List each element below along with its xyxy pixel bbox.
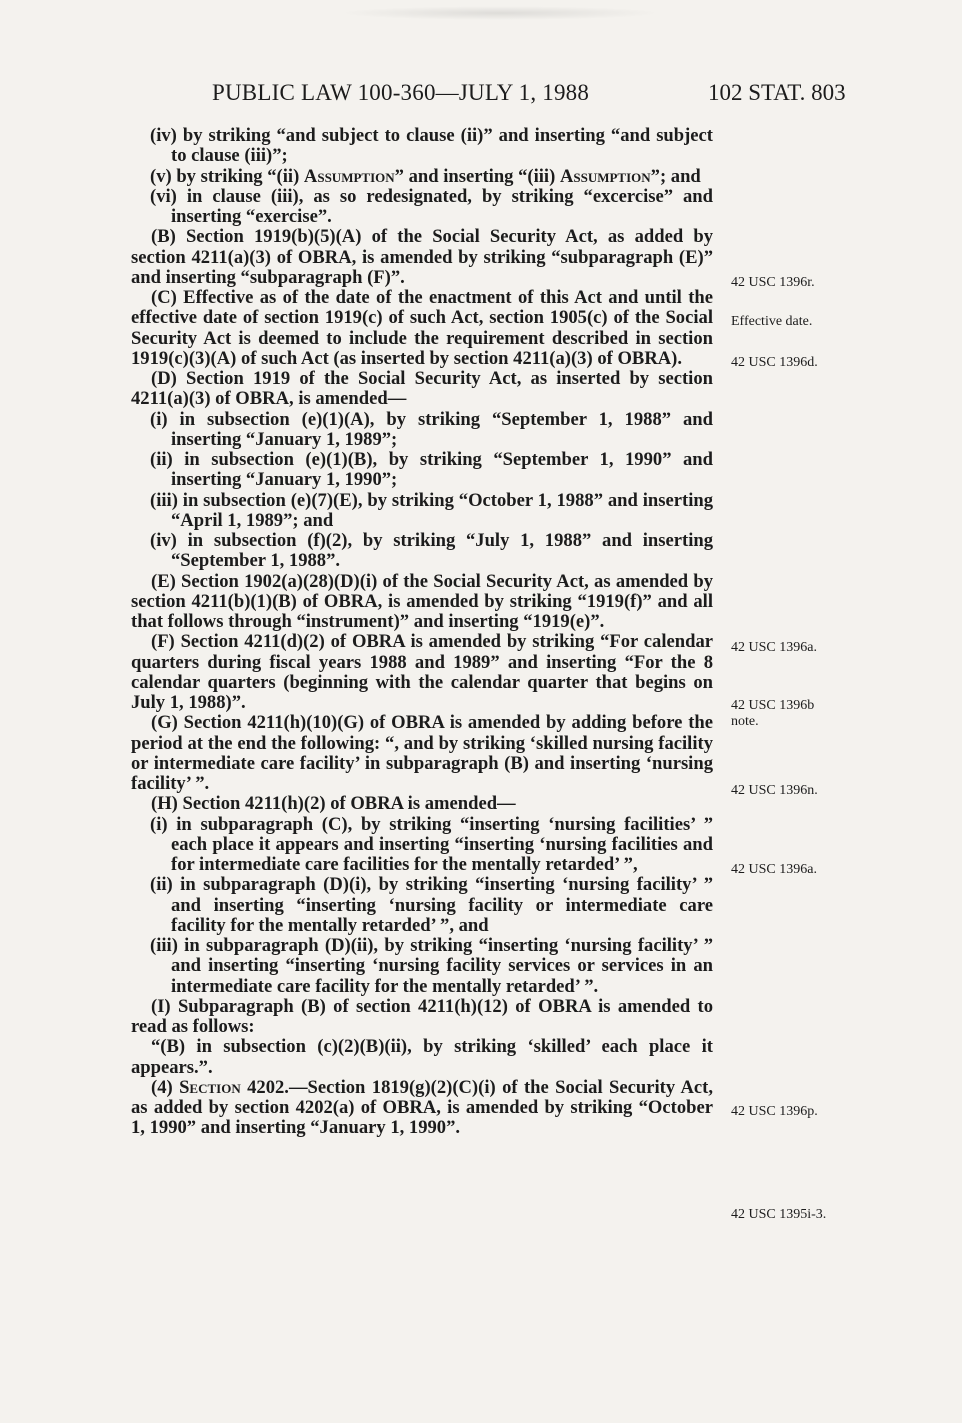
subparagraph-i: (I) Subparagraph (B) of section 4211(h)(12) of OBRA is amended to read as follows: [131,995,713,1037]
quoted-amendment: “(B) in subsection (c)(2)(B)(ii), by striking ‘skilled’ each place it appears.”. [131,1036,713,1078]
margin-note-usc: 42 USC 1396d. [731,355,818,370]
clause-d-iv: (iv) in subsection (f)(2), by striking “July 1, 1988” and inserting “September 1, 1988”. [150,530,713,572]
margin-note-usc: 42 USC 1396a. [731,862,817,877]
clause-h-iii: (iii) in subparagraph (D)(ii), by striking “inserting ‘nursing facility’ ” and inserting “inserting ‘nursing facility services or services in an intermediate care facility for the mentally retarded’ ”. [150,935,713,997]
clause-v: (v) by striking “(ii) Assumption” and inserting “(iii) Assumption”; and [150,165,701,187]
margin-note-usc: 42 USC 1396r. [731,275,815,290]
clause-d-i: (i) in subsection (e)(1)(A), by striking “September 1, 1988” and inserting “January 1, 1989”; [150,408,713,450]
running-header-title: PUBLIC LAW 100-360—JULY 1, 1988 [212,80,590,105]
clause-iv: (iv) by striking “and subject to clause (ii)” and inserting “and subject to clause (iii)”; [150,125,713,167]
subparagraph-g: (G) Section 4211(h)(10)(G) of OBRA is amended by adding before the period at the end the following: “, and by striking ‘skilled nursing facility or intermediate care facility’ in subparagraph (B) and inserting ‘nursing facility’ ”. [131,712,713,794]
margin-note-usc: 42 USC 1396b note. [731,698,815,729]
margin-note-usc: 42 USC 1396n. [731,783,818,798]
subparagraph-c: (C) Effective as of the date of the enactment of this Act and until the effective date of section 1919(c) of such Act, section 1905(c) of the Social Security Act is deemed to include the requirement described in section 1919(c)(3)(A) of such Act (as inserted by section 4211(a)(3) of OBRA). [131,287,713,369]
section-heading: Section 4202 [179,1076,285,1098]
margin-note-usc: 42 USC 1396p. [731,1104,818,1119]
subparagraph-f: (F) Section 4211(d)(2) of OBRA is amended by striking “For calendar quarters during fiscal years 1988 and 1989” and inserting “For the 8 calendar quarters (beginning with the calendar quarter that begins on July 1, 1988)”. [131,631,713,713]
subparagraph-b: (B) Section 1919(b)(5)(A) of the Social Security Act, as added by section 4211(a)(3) of OBRA, is amended by striking “subparagraph (E)” and inserting “subparagraph (F)”. [131,226,713,288]
clause-d-iii: (iii) in subsection (e)(7)(E), by striking “October 1, 1988” and inserting “April 1, 1989”; and [150,489,713,531]
margin-note-effective-date: Effective date. [731,314,813,329]
paragraph-4: (4) Section 4202.—Section 1819(g)(2)(C)(i) of the Social Security Act, as added by section 4202(a) of OBRA, is amended by striking “October 1, 1990” and inserting “January 1, 1990”. [131,1076,713,1139]
clause-h-ii: (ii) in subparagraph (D)(i), by striking “inserting ‘nursing facility’ ” and inserting “inserting ‘nursing facility or intermediate care facility for the mentally retarded’ ”, and [150,874,713,936]
subparagraph-e: (E) Section 1902(a)(28)(D)(i) of the Social Security Act, as amended by section 4211(b)(1)(B) of OBRA, is amended by striking “1919(f)” and all that follows through “instrument)” and inserting “1919(e)”. [131,570,713,632]
clause-d-ii: (ii) in subsection (e)(1)(B), by striking “September 1, 1990” and inserting “January 1, 1990”; [150,449,713,491]
body-text [131,126,713,1139]
subparagraph-d: (D) Section 1919 of the Social Security Act, as inserted by section 4211(a)(3) of OBRA, is amended— [131,368,713,410]
scan-smudge [340,6,660,20]
margin-note-usc: 42 USC 1395i-3. [731,1207,827,1222]
clause-h-i: (i) in subparagraph (C), by striking “inserting ‘nursing facilities’ ” each place it appears and inserting “inserting ‘nursing facilities and for intermediate care facilities for the mentally retarded’ ”, [150,813,713,875]
clause-vi: (vi) in clause (iii), as so redesignated, by striking “excercise” and inserting “exercise”. [150,185,713,227]
running-header-stat-page: 102 STAT. 803 [708,80,846,105]
margin-note-usc: 42 USC 1396a. [731,640,817,655]
subparagraph-h: (H) Section 4211(h)(2) of OBRA is amended— [151,793,516,815]
